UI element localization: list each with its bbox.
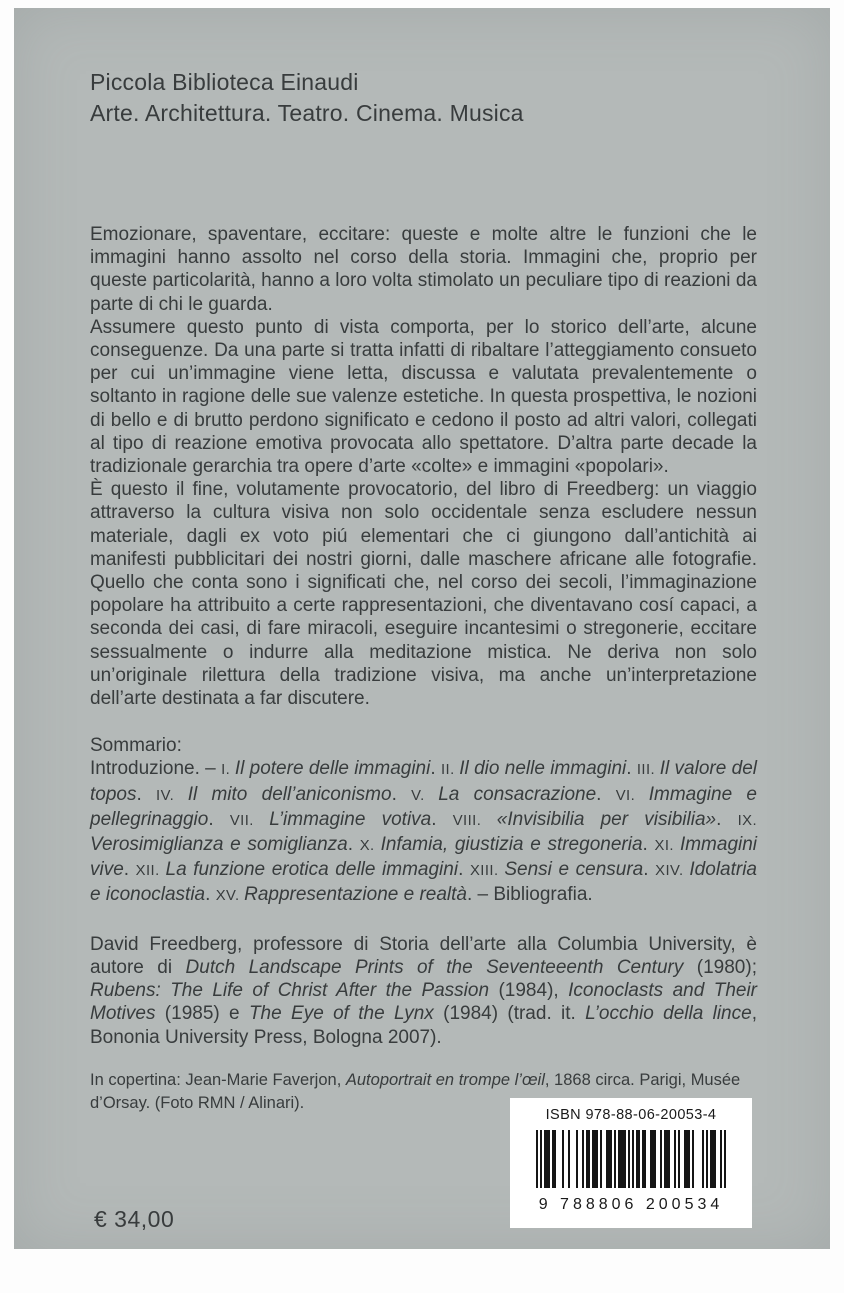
barcode-number: 9 788806 200534 (538, 1196, 724, 1213)
sommario-block (90, 734, 757, 908)
italic-text-segment: Immagini vive (90, 834, 758, 881)
italic-text-segment: Sensi e censura (504, 859, 644, 881)
text-segment: . (626, 758, 637, 780)
italic-text-segment: L’immagine votiva (269, 808, 432, 830)
book-back-cover (14, 8, 830, 1249)
text-segment: In copertina: Jean-Marie Faverjon, (90, 1070, 346, 1089)
text-segment: I. (221, 762, 235, 779)
text-segment: IX. (737, 812, 758, 829)
italic-text-segment: Rappresentazione e realtà (244, 884, 467, 906)
text-segment: . – Bibliografia. (466, 884, 593, 906)
text-segment: . (643, 859, 656, 881)
text-segment: Introduzione. – (90, 758, 222, 780)
text-segment: VII. (229, 812, 270, 829)
italic-text-segment: La consacrazione (438, 783, 597, 805)
text-segment: (1984) (trad. it. (433, 1003, 586, 1025)
italic-text-segment: Idolatria e iconoclastia (90, 859, 758, 906)
text-segment: (1984), (489, 980, 569, 1002)
sommario-text (90, 757, 757, 908)
text-segment: IV. (156, 787, 188, 804)
text-segment: . (430, 758, 441, 780)
price-label: € 34,00 (94, 1206, 175, 1232)
italic-text-segment: Il valore del topos (90, 758, 757, 805)
isbn-label: ISBN 978-88-06-20053-4 (545, 1107, 717, 1123)
italic-text-segment: Verosimiglianza e somiglianza (90, 834, 348, 856)
text-segment: (1980); (683, 956, 757, 978)
italic-text-segment: Infamia, giustizia e stregoneria (380, 834, 643, 856)
text-segment: VI. (615, 787, 649, 804)
text-segment: (1985) e (155, 1003, 249, 1025)
series-header (90, 67, 757, 129)
text-segment: XI. (654, 838, 680, 855)
barcode-module (724, 1130, 726, 1188)
barcode-box (510, 1098, 752, 1228)
text-segment: . (596, 783, 616, 805)
text-segment: II. (440, 762, 460, 779)
italic-text-segment: La funzione erotica delle immagini (165, 859, 459, 881)
text-segment: XV. (215, 888, 245, 905)
text-segment: , 1868 circa. Parigi, Musée d’Orsay. (Foto RMN / Alinari). (90, 1070, 741, 1112)
text-segment: , Bononia University Press, Bologna 2007). (90, 1003, 757, 1048)
blurb-paragraph: Emozionare, spaventare, eccitare: queste e molte altre le funzioni che le immagini hanno assolto nel corso della storia. Immagini che, proprio per queste particolarità, hanno a loro volta stimolato un peculiare tipo di reazioni da parte di chi le guarda. (90, 224, 757, 315)
series-subtitle: Arte. Architettura. Teatro. Cinema. Musica (90, 100, 524, 126)
italic-text-segment: Dutch Landscape Prints of the Seventeeenth Century (185, 956, 684, 978)
text-segment: . (136, 783, 157, 805)
blurb-paragraph: È questo il fine, volutamente provocatorio, del libro di Freedberg: un viaggio attraverso la cultura visiva non solo occidentale senza escludere nessun materiale, dagli ex voto piú elementari che ci giungono dall’antichità ai manifesti pubblicitari dei nostri giorni, dalle maschere africane alle fotografie. Quello che conta sono i significati che, nel corso dei secoli, l’immaginazione popolare ha attribuito a certe rappresentazioni, che diventavano cosí capaci, a seconda dei casi, di fare miracoli, eseguire incantesimi o stregonerie, eccitare sessualmente o indurre alla meditazione mistica. Ne deriva non solo un’originale rilettura della tradizione visiva, ma anche un’interpretazione dell’arte destinata a far discutere. (90, 479, 757, 710)
italic-text-segment: L’occhio della lince (585, 1003, 752, 1025)
italic-text-segment: Il potere delle immagini (234, 758, 431, 780)
barcode-bars (536, 1130, 726, 1188)
text-segment: . (458, 859, 470, 881)
text-segment: . (123, 859, 136, 881)
italic-text-segment: Il dio nelle immagini (459, 758, 627, 780)
italic-text-segment: Iconoclasts and Their Motives (90, 980, 758, 1025)
italic-text-segment: Rubens: The Life of Christ After the Passion (90, 980, 490, 1002)
text-segment: . (391, 783, 412, 805)
blurb-paragraph: Assumere questo punto di vista comporta, per lo storico dell’arte, alcune conseguenze. Da una parte si tratta infatti di ribaltare l’atteggiamento consueto per cui un’immagine viene letta, discussa e valutata prevalentemente o soltanto in ragione delle sue valenze estetiche. In questa prospettiva, le nozioni di bello e di brutto perdono significato e cedono il posto ad altri valori, collegati al tipo di reazione emotiva provocata allo spettatore. D’altra parte decade la tradizionale gerarchia tra opere d’arte «colte» e immagini «popolari». (90, 316, 757, 478)
text-segment: XIII. (469, 863, 505, 880)
text-segment: VIII. (452, 812, 497, 829)
author-bio (90, 933, 757, 1049)
text-segment: David Freedberg, professore di Storia dell’arte alla Columbia University, è autore di (90, 933, 757, 978)
series-title: Piccola Biblioteca Einaudi (90, 69, 359, 95)
text-segment: . (208, 808, 230, 830)
text-segment: III. (636, 762, 660, 779)
blurb-block (90, 223, 757, 710)
italic-text-segment: Autoportrait en trompe l’œil (345, 1070, 545, 1089)
text-segment: . (716, 808, 738, 830)
text-segment: . (205, 884, 216, 906)
text-segment: . (347, 834, 360, 856)
text-segment: V. (411, 787, 439, 804)
italic-text-segment: «Invisibilia per visibilia» (496, 808, 717, 830)
text-segment: . (642, 834, 655, 856)
text-segment: X. (359, 838, 381, 855)
italic-text-segment: Il mito dell’aniconismo (187, 783, 392, 805)
text-segment: XII. (135, 863, 166, 880)
cover-content (90, 67, 757, 1115)
italic-text-segment: The Eye of the Lynx (248, 1003, 434, 1025)
text-segment: . (431, 808, 453, 830)
text-segment: XIV. (655, 863, 690, 880)
italic-text-segment: Immagine e pellegrinaggio (90, 783, 758, 830)
sommario-heading: Sommario: (90, 735, 182, 757)
